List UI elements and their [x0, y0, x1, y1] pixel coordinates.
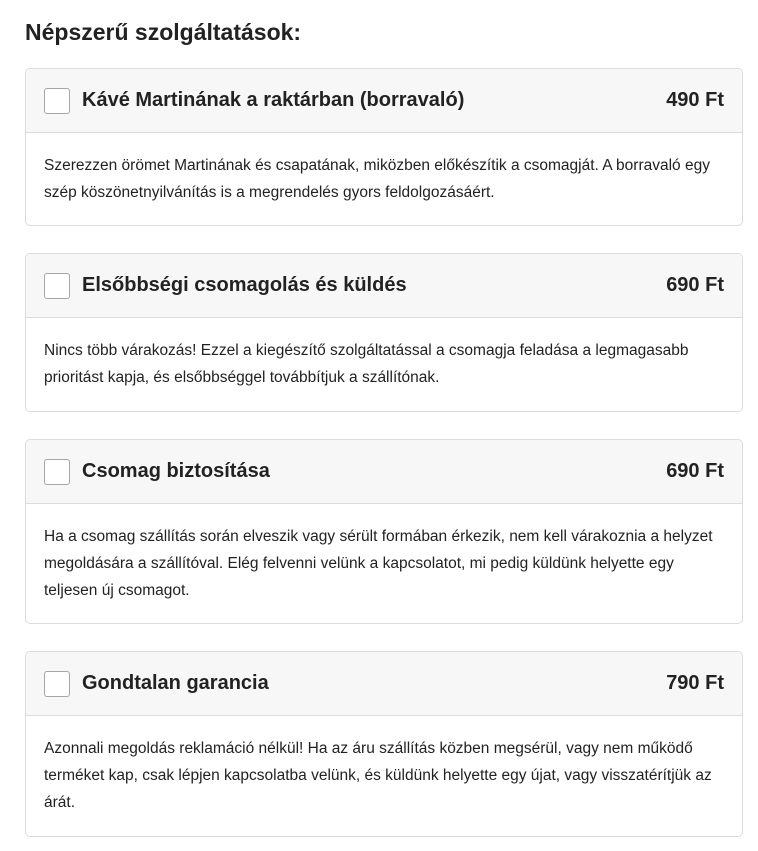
service-option-priority[interactable] [26, 254, 742, 318]
service-price: 790 Ft [666, 672, 724, 694]
service-checkbox[interactable] [44, 459, 70, 485]
service-title: Kávé Martinának a raktárban (borravaló) [82, 89, 465, 111]
section-heading: Népszerű szolgáltatások: [25, 19, 302, 45]
service-description-block [26, 133, 742, 206]
service-description: Azonnali megoldás reklamáció nélkül! Ha az áru szállítás közben megsérül, vagy nem működő terméket kap, csak lépjen kapcsolatba velünk, és küldünk helyette egy újat, vagy visszatérítjük az árát. [44, 740, 712, 811]
service-description: Ha a csomag szállítás során elveszik vagy sérült formában érkezik, nem kell várakoznia a helyzet megoldására a szállítóval. Elég felvenni velünk a kapcsolatot, mi pedig küldünk helyette egy teljesen új csomagot. [44, 528, 713, 599]
service-card-guarantee [25, 651, 743, 837]
service-description-block [26, 318, 742, 391]
service-price: 490 Ft [666, 89, 724, 111]
service-checkbox[interactable] [44, 671, 70, 697]
service-price: 690 Ft [666, 460, 724, 482]
service-card-tip [25, 68, 743, 226]
service-card-insurance [25, 439, 743, 624]
service-checkbox[interactable] [44, 88, 70, 114]
service-description-block [26, 716, 742, 816]
service-checkbox[interactable] [44, 273, 70, 299]
service-title: Csomag biztosítása [82, 460, 270, 482]
service-option-insurance[interactable] [26, 440, 742, 504]
service-title: Elsőbbségi csomagolás és küldés [82, 274, 407, 296]
service-option-guarantee[interactable] [26, 652, 742, 716]
service-description: Szerezzen örömet Martinának és csapatának, miközben előkészítik a csomagját. A borravaló egy szép köszönetnyilvánítás is a megrendelés gyors feldolgozásáért. [44, 157, 710, 201]
service-title: Gondtalan garancia [82, 672, 269, 694]
service-card-priority [25, 253, 743, 412]
service-option-tip[interactable] [26, 69, 742, 133]
service-description-block [26, 504, 742, 604]
service-description: Nincs több várakozás! Ezzel a kiegészítő szolgáltatással a csomagja feladása a legmagasabb prioritást kapja, és elsőbbséggel továbbítjuk a szállítónak. [44, 342, 689, 386]
service-price: 690 Ft [666, 274, 724, 296]
